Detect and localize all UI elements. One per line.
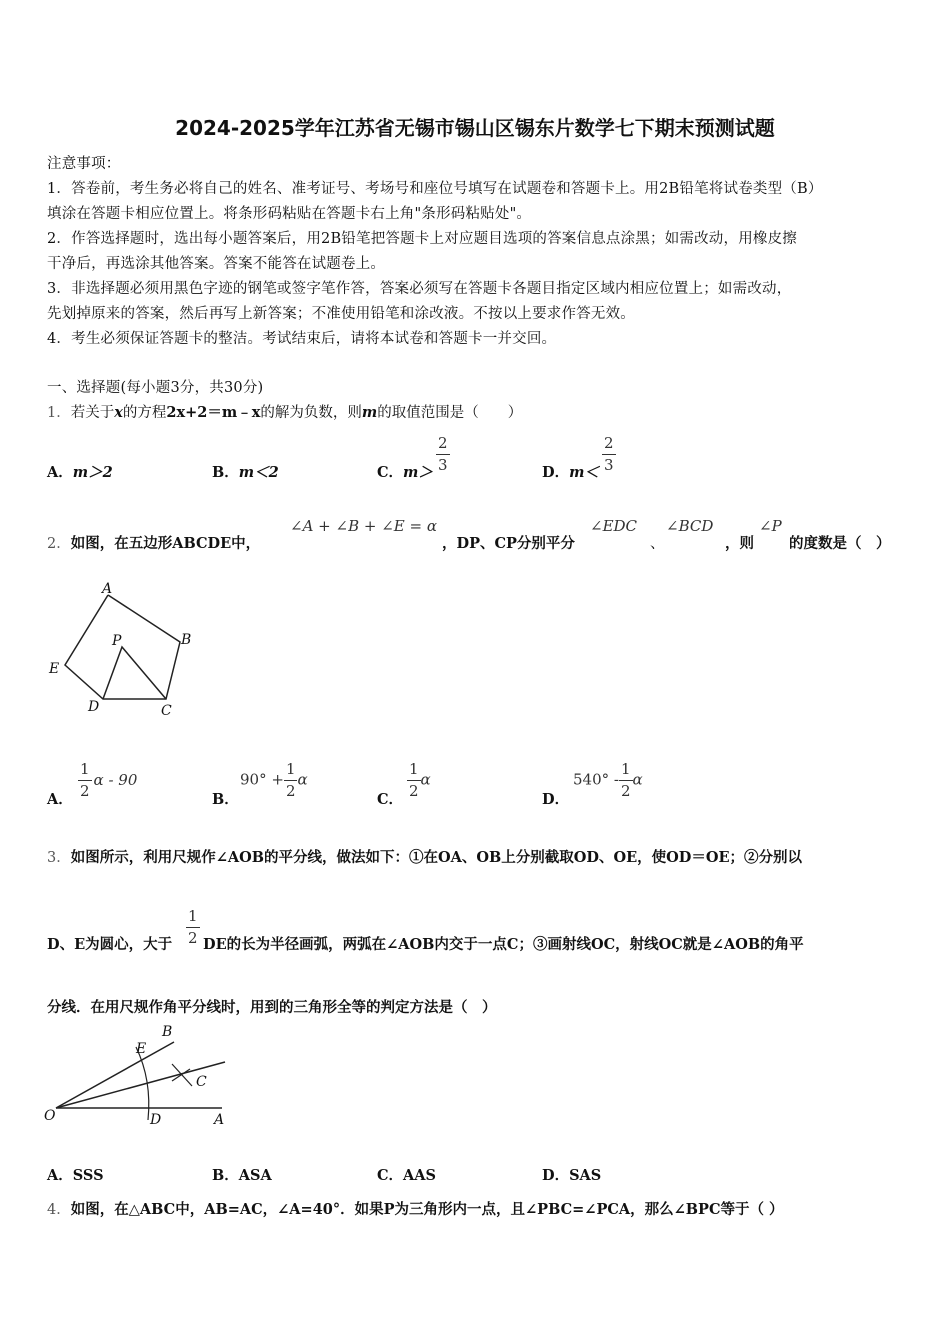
option-c-expr [407,762,431,799]
option-text: AAS [403,1167,437,1184]
question-number: 3． [47,850,71,866]
section-heading: 一、选择题(每小题3分，共30分) [47,380,264,396]
fraction-numerator: 1 [284,762,298,781]
fraction-numerator: 1 [619,762,633,781]
question-text: 的方程 [122,405,167,421]
option-expr: m＞ [403,464,433,481]
notice-line: 先划掉原来的答案，然后再写上新答案；不准使用铅笔和涂改液。不按以上要求作答无效。 [47,306,635,322]
bisector-lines [103,647,166,699]
question-number: 2． [47,536,71,552]
fraction-numerator: 2 [436,436,450,455]
vertex-label-c: C [161,703,172,719]
fraction-denominator: 3 [438,456,448,474]
notice-line: 3．非选择题必须用黑色字迹的钢笔或签字笔作答，答案必须写在答题卡各题目指定区域内相应位置上；如需改动， [47,281,792,297]
question-text: 的解为负数，则 [260,405,362,421]
option-b[interactable] [212,788,239,809]
question-text: 如图，在△ABC中，AB=AC，∠A=40°．如果P为三角形内一点，且∠PBC=∠PCA，那么∠BPC等于（ ） [70,1201,784,1218]
fraction-denominator: 2 [80,782,90,800]
fraction-numerator: 1 [78,762,92,781]
question-text: ，DP、CP分别平分 [442,535,575,552]
option-label: C． [377,464,404,481]
option-a[interactable] [47,461,113,482]
fraction-denominator: 2 [188,929,198,947]
option-label: A． [47,791,73,808]
notice-line: 填涂在答题卡相应位置上。将条形码粘贴在答题卡右上角"条形码粘贴处"。 [47,206,532,222]
expr-tail: α [632,770,643,789]
question-text: 如图所示，利用尺规作∠AOB的平分线，做法如下：①在OA、OB上分别截取OD、OE，使OD＝OE；②分别以 [70,849,803,866]
page-title: 2024-2025学年江苏省无锡市锡山区锡东片数学七下期末预测试题 [175,116,775,140]
option-label: A． [47,464,73,481]
condition-expr: ∠A + ∠B + ∠E = α [290,517,437,535]
vertex-label-a: A [102,581,113,597]
option-label: D． [542,464,570,481]
option-c[interactable] [377,788,403,809]
pentagon-figure [40,575,210,720]
option-d[interactable] [542,788,569,809]
option-label: C． [377,791,404,808]
equation: 2x+2＝m﹣x [166,404,261,421]
fraction-denominator: 2 [409,782,419,800]
point-label-a: A [214,1112,225,1128]
option-text: SSS [72,1167,104,1184]
option-label: B． [212,464,239,481]
question-1 [47,401,522,422]
fraction-numerator: 1 [186,909,200,928]
question-3 [47,846,802,867]
expr-tail: α - 90 [93,770,138,789]
option-label: A． [47,1167,73,1184]
question-text: ，则 [725,535,754,552]
question-text: 的度数是（ ） [789,535,891,552]
expr-head: 90° + [240,770,284,789]
option-expr: m＜ [569,464,599,481]
option-a[interactable] [47,1164,104,1185]
fraction [436,436,450,473]
var-m: m [361,404,378,421]
option-b[interactable] [212,1164,272,1185]
option-label: B． [212,1167,239,1184]
question-text: 分线．在用尺规作角平分线时，用到的三角形全等的判定方法是（ ） [47,999,497,1016]
option-a[interactable] [47,788,73,809]
notice-line: 干净后，再选涂其他答案。答案不能答在试题卷上。 [47,256,386,272]
vertex-label-p: P [112,633,122,649]
option-c[interactable] [377,461,433,482]
question-4 [47,1198,784,1219]
question-text: D、E为圆心，大于 [47,936,173,953]
fraction [186,909,200,946]
fraction-denominator: 3 [604,456,614,474]
option-d[interactable] [542,1164,601,1185]
option-expr: m＞2 [72,464,113,481]
option-b[interactable] [212,461,279,482]
question-2 [47,532,260,553]
option-text: SAS [569,1167,602,1184]
option-d-expr [573,762,643,799]
fraction-numerator: 1 [407,762,421,781]
option-label: D． [542,791,570,808]
option-text: ASA [238,1167,272,1184]
var-x: x [114,404,123,421]
ray-ob [56,1042,174,1108]
expr-head: 540° - [573,770,619,789]
option-expr: m＜2 [238,464,279,481]
expr-tail: α [297,770,308,789]
notice-line: 1．答卷前，考生务必将自己的姓名、准考证号、考场号和座位号填写在试题卷和答题卡上。用2B铅笔将试卷类型（B） [47,181,823,197]
question-text: DE的长为半径画弧，两弧在∠AOB内交于一点C；③画射线OC，射线OC就是∠AOB的角平 [203,936,804,953]
point-label-b: B [162,1024,173,1040]
notice-line: 4．考生必须保证答题卡的整洁。考试结束后，请将本试卷和答题卡一并交回。 [47,331,557,347]
angle-p: ∠P [759,517,782,535]
fraction [602,436,616,473]
option-b-expr [240,762,308,799]
angle-bisector-figure [40,1020,240,1135]
notice-line: 2．作答选择题时，选出每小题答案后，用2B铅笔把答题卡上对应题目选项的答案信息点涂黑；如需改动，用橡皮擦 [47,231,798,247]
expr-tail: α [420,770,431,789]
notice-heading: 注意事项： [47,156,121,172]
option-c[interactable] [377,1164,436,1185]
question-text: 若关于 [70,405,115,421]
question-text: 的取值范围是（ ） [377,405,523,421]
fraction-denominator: 2 [285,782,296,800]
separator: 、 [650,536,665,552]
option-label: D． [542,1167,570,1184]
point-label-o: O [44,1108,56,1124]
vertex-label-d: D [88,699,100,715]
option-d[interactable] [542,461,599,482]
option-a-expr [78,762,137,799]
point-label-c: C [196,1074,207,1090]
vertex-label-e: E [49,661,60,677]
fraction-denominator: 2 [620,782,631,800]
point-label-d: D [150,1112,162,1128]
question-number: 4． [47,1202,71,1218]
question-number: 1． [47,405,71,421]
point-label-e: E [136,1041,147,1057]
angle-bcd: ∠BCD [666,517,714,535]
angle-edc: ∠EDC [590,517,638,535]
question-text: 如图，在五边形ABCDE中， [70,535,261,552]
option-label: C． [377,1167,404,1184]
option-label: B． [212,791,239,808]
fraction-numerator: 2 [602,436,616,455]
vertex-label-b: B [181,632,192,648]
